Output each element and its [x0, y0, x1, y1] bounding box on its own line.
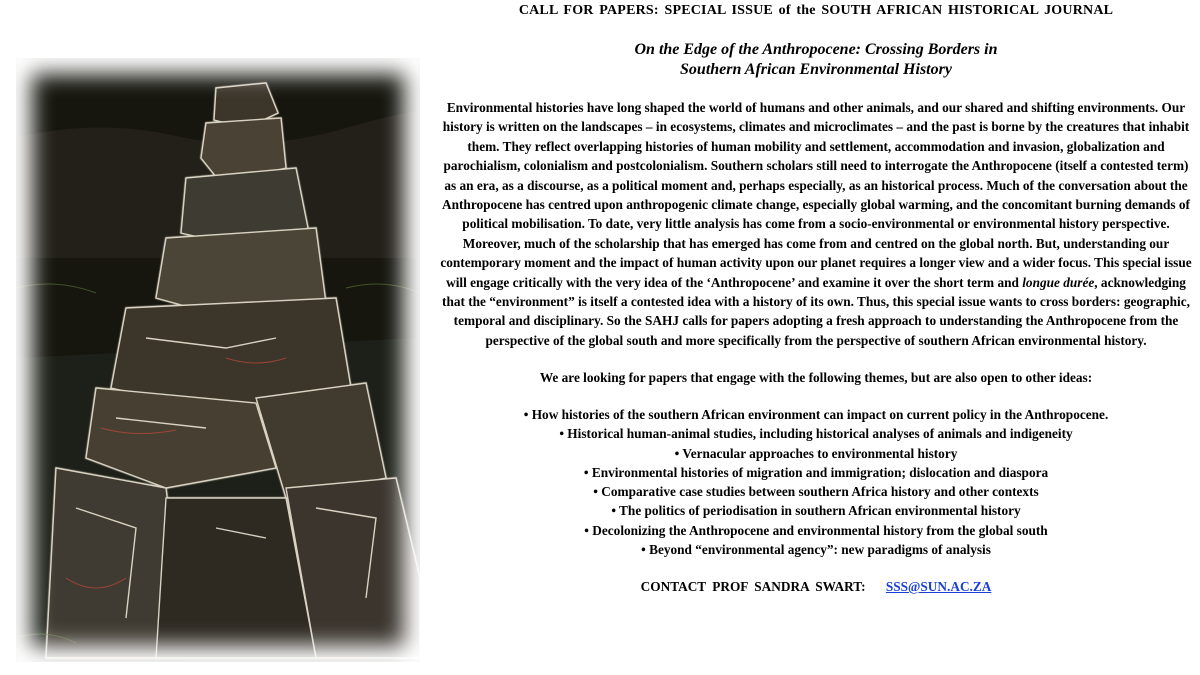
- theme-item: • Decolonizing the Anthropocene and environmental history from the global south: [584, 522, 1048, 538]
- contact-email-link[interactable]: SSS@SUN.AC.ZA: [885, 578, 992, 594]
- themes-intro: We are looking for papers that engage with the following themes, but are also open to other ideas:: [539, 370, 1093, 386]
- contact-line: [440, 577, 1192, 596]
- theme-item: • Vernacular approaches to environmental history: [674, 445, 958, 461]
- themes-list: [440, 405, 1192, 559]
- contact-label: CONTACT PROF SANDRA SWART:: [640, 578, 866, 594]
- special-issue-title: [440, 40, 1192, 80]
- title-line-1: On the Edge of the Anthropocene: Crossing Borders in: [634, 41, 998, 58]
- theme-item: • The politics of periodisation in southern African environmental history: [611, 503, 1021, 519]
- page-header: CALL FOR PAPERS: SPECIAL ISSUE of the SOUTH AFRICAN HISTORICAL JOURNAL: [518, 3, 1114, 18]
- theme-item: • Comparative case studies between southern Africa history and other contexts: [593, 484, 1039, 500]
- theme-item: • Beyond “environmental agency”: new paradigms of analysis: [641, 541, 991, 557]
- cairn-photo-frame: [8, 50, 428, 670]
- description-paragraph: [440, 98, 1192, 350]
- title-line-2: Southern African Environmental History: [680, 61, 952, 78]
- call-for-papers-text: [440, 2, 1192, 596]
- description-part-1: Environmental histories have long shaped the world of humans and other animals, and our shared and shifting environments. Our history is written on the landscapes – in ecosystems, climates and microclimates – and the past is borne by the creatures that inhabit them. They reflect overlapping histories of human mobility and settlement, accommodation and invasion, globalization and parochialism, colonialism and postcolonialism. Southern scholars still need to interrogate the Anthropocene (itself a contested term) as an era, as a discourse, as a political moment and, perhaps especially, as an historical process. Much of the conversation about the Anthropocene has centred upon anthropogenic climate change, especially global warming, and the concomitant burning demands of political mobilisation. To date, very little analysis has come from a socio-environmental or environmental history perspective. Moreover, much of the scholarship that has emerged has come from and centred on the global north. But, understanding our contemporary moment and the impact of human activity upon our planet requires a longer view and a wider focus. This special issue will engage critically with the very idea of the ‘Anthropocene’ and examine it over the short term and: [440, 100, 1192, 290]
- description-italic-term: longue durée: [1022, 274, 1095, 290]
- description-part-2: , acknowledging that the “environment” is itself a contested idea with a history of its own. Thus, this special issue wants to cross borders: geographic, temporal and disciplinary. So the SAHJ calls for papers adopting a fresh approach to understanding the Anthropocene from the perspective of the global south and more specifically from the perspective of southern African environmental history.: [442, 274, 1190, 348]
- stone-cairn-illustration: [16, 58, 420, 662]
- theme-item: • Historical human-animal studies, including historical analyses of animals and indigeneity: [559, 426, 1073, 442]
- theme-item: • How histories of the southern African environment can impact on current policy in the Anthropocene.: [523, 407, 1109, 423]
- theme-item: • Environmental histories of migration and immigration; dislocation and diaspora: [583, 464, 1049, 480]
- stone-cairn-image: [16, 58, 420, 662]
